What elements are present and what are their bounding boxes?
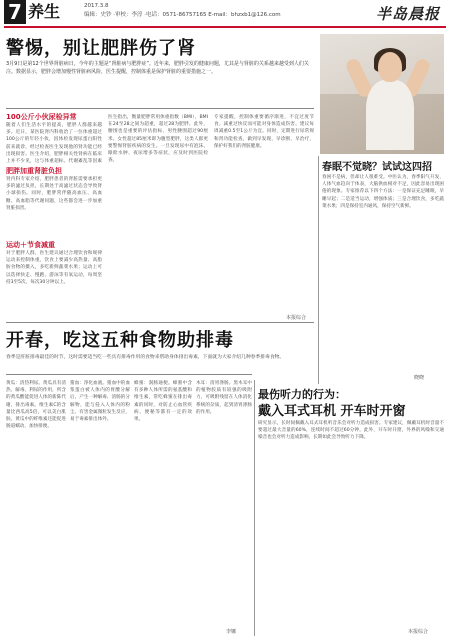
newspaper-masthead: 半岛晨报 bbox=[375, 5, 440, 23]
article2-lede: 春季是肝脏排毒最佳的时节，这时需要适当吃一些具有排毒作用的食物来帮助身体排出毒素，下面就为大家介绍几种春季排毒食物。 bbox=[6, 355, 285, 360]
article4-title: 戴入耳式耳机 开车时开窗 bbox=[258, 404, 406, 419]
article1-col1: 随着人们生活水平的提高，肥胖人群越来越多。近日，某医院肾内科收治了一位体重超过100公斤的年轻小伙，因体检发现尿蛋白阳性前来就诊，经过检查医生发现他的肾功能已经出现损害。医生介绍，肥胖相关性肾病在临床上并不少见，这与体重超标、代谢紊乱等因素 bbox=[6, 123, 102, 164]
article4-kicker: 最伤听力的行为： bbox=[258, 388, 346, 401]
article3-author: 晓晓 bbox=[414, 375, 425, 381]
header-meta bbox=[84, 2, 281, 20]
yawning-woman-figure bbox=[360, 52, 416, 152]
article1-rule bbox=[6, 108, 314, 109]
article2-col3: 蜂蜜：润肠通便。蜂蜜中含有多种人体所需的氨基酸和维生素，常吃蜂蜜在排出毒素的同时，对防止心血管疾病、便秘等都有一定的效果。 bbox=[134, 381, 192, 423]
article2-col2: 猪血：净化血液。猪血中的血浆蛋白被人体内的胃酸分解后，产生一种解毒、清肠的分解物，能与侵入人体内的粉尘、有害金属微粒发生反应，易于毒素排出体外。 bbox=[70, 381, 130, 423]
article2-title: 开春，吃这五种食物助排毒 bbox=[6, 330, 234, 351]
header-rule bbox=[4, 26, 446, 28]
article1-title: 警惕，别让肥胖伤了肾 bbox=[6, 38, 196, 59]
editor-contact: 编辑：史钞 ·审校：李淳 ·电话：0571-86757165 E-mail：bhzxb1@126.com bbox=[84, 12, 281, 18]
article3-photo bbox=[320, 34, 444, 154]
article1-author: 本报综合 bbox=[286, 315, 307, 321]
article3-title: 春眠不觉晓？试试这四招 bbox=[322, 162, 432, 173]
article1-col1c: 对于肥胖人群，医生建议通过合理饮食和规律运动来控制体重。饮食上要减少高热量、高脂肪食物的摄入，多吃新鲜蔬菜水果；运动上可以选择快走、慢跑、游泳等有氧运动，每周坚持3至5次，每次30分钟以上。 bbox=[6, 251, 102, 285]
page-header bbox=[0, 0, 450, 30]
article2-rule bbox=[6, 374, 252, 375]
article2-author: 李娜 bbox=[226, 629, 237, 635]
section-name: 养生 bbox=[28, 2, 61, 21]
article1-lede: 3月9日是第12个世界肾脏病日，今年的主题是“肾脏病与肥胖症”。近年来，肥胖引发的健康问题，尤其是与肾脏的关系越来越受到人们关注。数据显示，肥胖会增加慢性肾脏病风险，医生提醒，控制体重是保护肾脏的重要措施之一。 bbox=[6, 61, 309, 75]
article1-col3: 专家提醒，控制体重要循序渐进，不宜过度节食。减重过快反而可能对身体造成伤害。建议每周减重0.5至1公斤为宜。同时，定期进行尿常规和肾功能检查，做到早发现、早诊断、早治疗，保护好我们的肾脏健康。 bbox=[214, 115, 314, 149]
article2-col4: 木耳：清胃涤肠。黑木耳中的植物胶质有较强的吸附力，可吸附残留在人体消化系统的杂质，起到清胃涤肠的作用。 bbox=[196, 381, 252, 415]
right-column-divider bbox=[318, 156, 319, 384]
article4-text: 研究显示，长时间佩戴入耳式耳机听音乐会对听力造成损害。专家建议，佩戴耳机时音量不要超过最大音量的60%，连续时间不超过60分钟。此外，开车时开窗，外界的风噪和交通噪音也会对听力造成影响，长期如此会导致听力下降。 bbox=[258, 421, 444, 441]
issue-date: 2017.3.8 bbox=[84, 3, 109, 9]
article3-text: 春困不是病，但却让人很难受。中医认为，春季阳气升发，人体气血趋向于体表，大脑供血相对不足，因此容易出现困倦的现象。专家推荐以下四个方法：一是保证充足睡眠，早睡早起；二是适当运动，增强体质；三是合理饮食，多吃蔬菜水果；四是保持室内通风，保持空气新鲜。 bbox=[322, 175, 444, 209]
article1-subhead-1: 100公斤小伙尿检异常 bbox=[6, 113, 77, 121]
article1-subhead-2: 肥胖加重肾脏负担 bbox=[6, 167, 62, 175]
article1-col2: 医生指出，衡量肥胖常用体重指数（BMI），BMI在24至28之间为超重，超过28为肥胖。此外，腰围也是重要的评估指标，男性腰围超过90厘米、女性超过85厘米即为腹型肥胖，这类人群更要警惕肾脏疾病的发生。一旦发现尿中有泡沫、眼睑水肿、夜尿增多等症状，应及时到医院检查。 bbox=[108, 115, 208, 164]
page-number: 7 bbox=[4, 0, 26, 24]
article2-col1: 黄瓜：清热利尿。黄瓜具有清热、解毒、利尿的作用，所含的黄瓜酸能促进人体的新陈代谢，排出毒素。维生素C的含量比西瓜高5倍，可以美白肌肤。黄瓜中的纤维素还能促进肠道蠕动，加快排便。 bbox=[6, 381, 66, 430]
article1-col1b: 肾内科专家介绍，肥胖患者的肾脏需要承担更多的滤过负担，长期处于高滤过状态会导致肾小球损伤。同时，肥胖常伴随高血压、高血糖、高血脂等代谢问题，这些都会进一步加重肾脏损害。 bbox=[6, 177, 102, 211]
article2-top-rule bbox=[6, 322, 314, 323]
article4-divider bbox=[254, 380, 255, 636]
article4-author: 本报综合 bbox=[408, 629, 429, 635]
article1-subhead-3: 运动＋节食减重 bbox=[6, 241, 55, 249]
